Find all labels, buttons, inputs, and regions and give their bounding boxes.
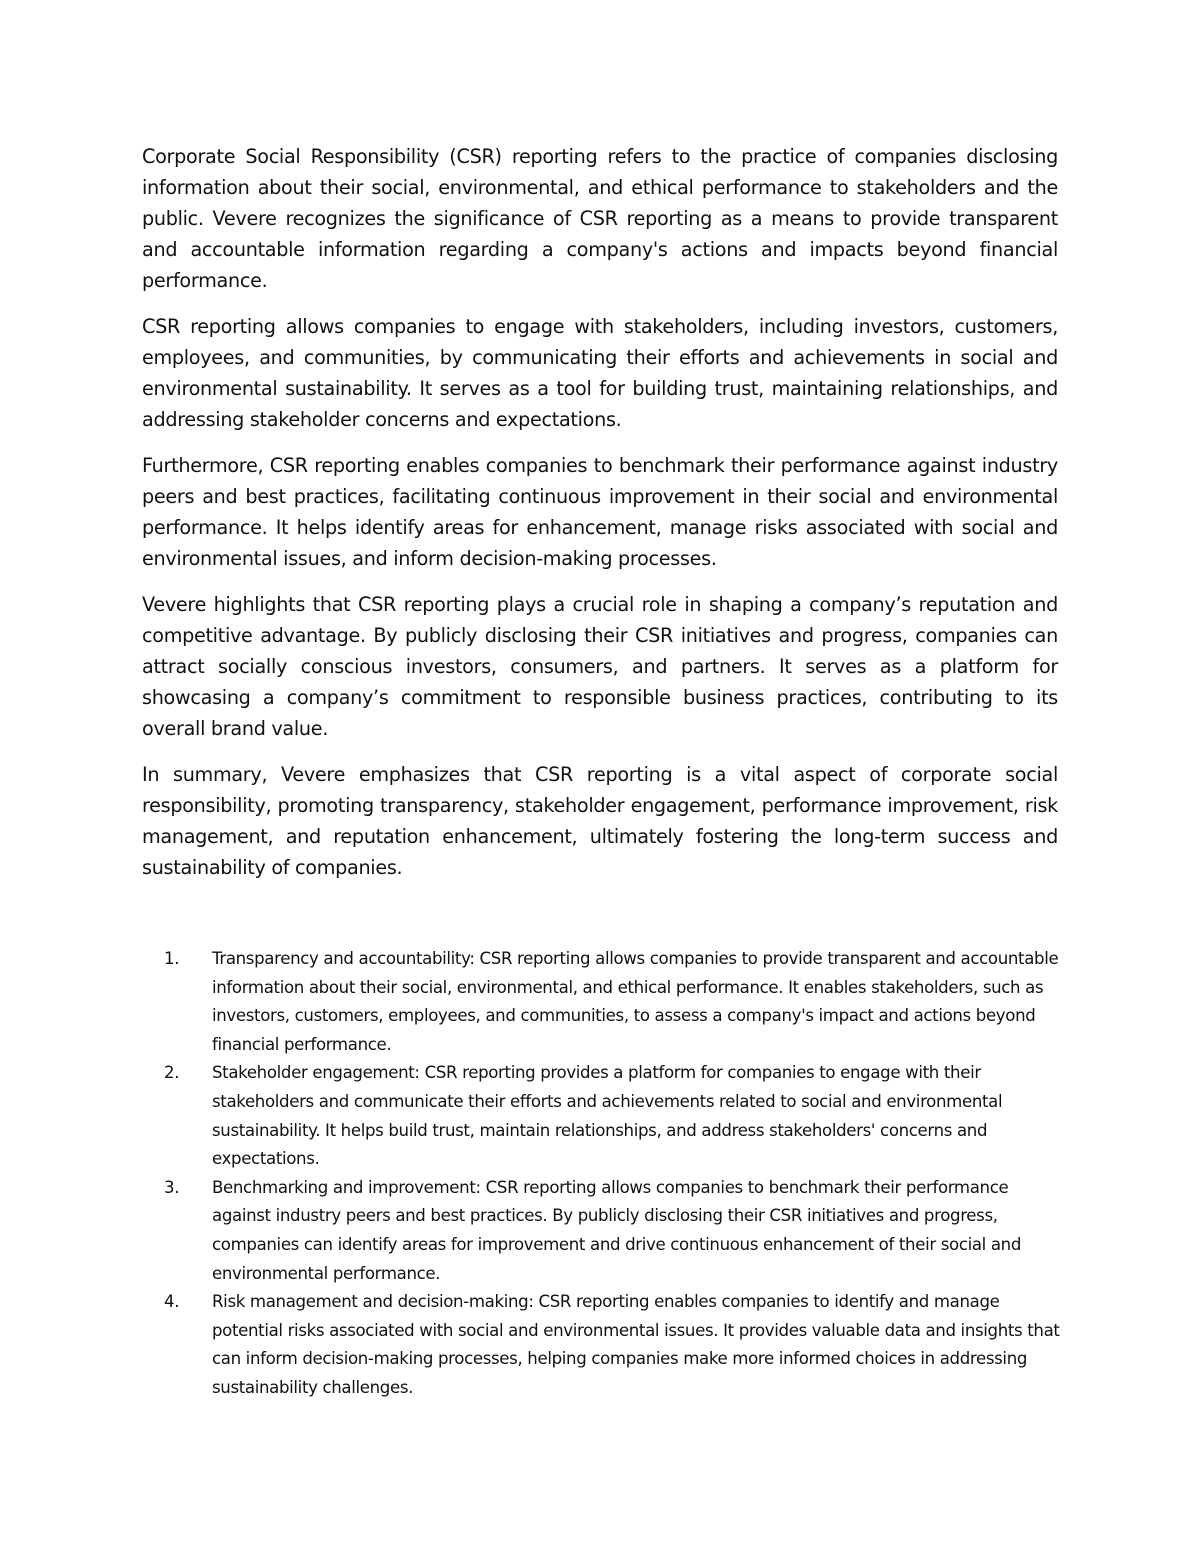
paragraph-summary: In summary, Vevere emphasizes that CSR reporting is a vital aspect of corporate social responsibility, promoting transparency, stakeholder engagement, performance improvement, risk management, and reputation enhancement, ultimately fostering the long-term success and sustainability of companies. [142,763,1058,879]
list-item-number: 2. [164,1063,180,1083]
numbered-list [164,945,1064,1403]
list-item-text: Stakeholder engagement: CSR reporting provides a platform for companies to engage with their stakeholders and communicate their efforts and achievements related to social and environmental sustainability. It helps build trust, maintain relationships, and address stakeholders' concerns and expectations. [212,1063,1003,1169]
document-body [142,141,1058,898]
paragraph-reputation: Vevere highlights that CSR reporting plays a crucial role in shaping a company’s reputation and competitive advantage. By publicly disclosing their CSR initiatives and progress, companies can attract socially conscious investors, consumers, and partners. It serves as a platform for showcasing a company’s commitment to responsible business practices, contributing to its overall brand value. [142,593,1058,740]
list-item-text: Transparency and accountability: CSR reporting allows companies to provide transparent and accountable information about their social, environmental, and ethical performance. It enables stakeholders, such as investors, customers, employees, and communities, to assess a company's impact and actions beyond financial performance. [212,949,1059,1054]
paragraph-stakeholder-engagement: CSR reporting allows companies to engage with stakeholders, including investors, customers, employees, and communities, by communicating their efforts and achievements in social and environmental sustainability. It serves as a tool for building trust, maintaining relationships, and addressing stakeholder concerns and expectations. [142,315,1058,431]
list-item-number: 1. [164,949,180,968]
paragraph-intro: Corporate Social Responsibility (CSR) reporting refers to the practice of companies disclosing information about their social, environmental, and ethical performance to stakeholders and the public. Vevere recognizes the significance of CSR reporting as a means to provide transparent and accountable information regarding a company's actions and impacts beyond financial performance. [142,145,1058,292]
list-item [164,1174,1064,1288]
paragraph-benchmarking: Furthermore, CSR reporting enables companies to benchmark their performance against industry peers and best practices, facilitating continuous improvement in their social and environmental performance. It helps identify areas for enhancement, manage risks associated with social and environmental issues, and inform decision-making processes. [142,454,1058,570]
list-item-text: Risk management and decision-making: CSR reporting enables companies to identify and manage potential risks associated with social and environmental issues. It provides valuable data and insights that can inform decision-making processes, helping companies make more informed choices in addressing sustainability challenges. [212,1292,1060,1397]
list-item [164,1059,1064,1173]
list-item-number: 4. [164,1292,180,1312]
list-item [164,1288,1064,1402]
list-item-number: 3. [164,1177,180,1197]
list-item [164,945,1064,1059]
list-item-text: Benchmarking and improvement: CSR reporting allows companies to benchmark their performance against industry peers and best practices. By publicly disclosing their CSR initiatives and progress, companies can identify areas for improvement and drive continuous enhancement of their social and environmental performance. [212,1177,1022,1283]
